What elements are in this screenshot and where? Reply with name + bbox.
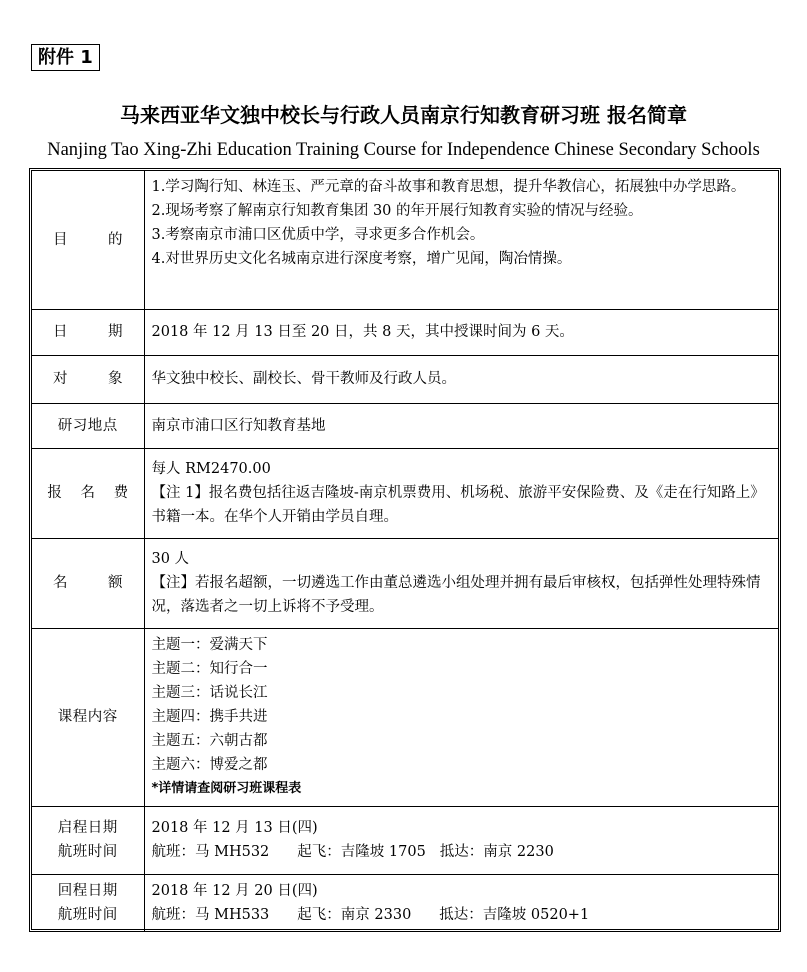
label-venue: 研习地点 [32,403,144,448]
label-fee: 报 名 费 [32,448,144,538]
quota-note: 【注】若报名超额，一切遴选工作由董总遴选小组处理并拥有最后审核权，包括弹性处理特殊情况，落选者之一切上诉将不予受理。 [151,575,761,615]
course-topic: 主题二：知行合一 [151,661,268,677]
value-course [144,628,778,806]
fee-amount: 每人 RM2470.00 [151,461,271,477]
return-flight-info: 航班：马 MH533 起飞：南京 2330 抵达：吉隆坡 0520+1 [151,907,590,924]
label-return: 回程日期 航班时间 [32,874,144,932]
label-target: 对 象 [32,355,144,403]
value-venue: 南京市浦口区行知教育基地 [144,403,778,448]
quota-count: 30 人 [151,551,190,567]
attachment-label: 附件 1 [31,44,100,71]
row-quota [32,538,778,628]
label-quota: 名 额 [32,538,144,628]
value-date: 2018 年 12 月 13 日至 20 日，共 8 天，其中授课时间为 6 天。 [144,309,778,355]
row-fee [32,448,778,538]
course-topic: 主题六：博爱之都 [151,757,268,773]
page-subtitle-english: Nanjing Tao Xing-Zhi Education Training Course for Independence Chinese Secondary Schools [47,140,760,160]
departure-flight-info: 航班：马 MH532 起飞：吉隆坡 1705 抵达：南京 2230 [151,844,554,860]
value-return [144,874,778,932]
value-quota [144,538,778,628]
registration-table [29,168,781,932]
fee-note: 【注 1】报名费包括往返吉隆坡-南京机票费用、机场税、旅游平安保险费、及《走在行知路上》书籍一本。在华个人开销由学员自理。 [151,485,765,525]
course-topic: 主题一：爱满天下 [151,637,268,653]
course-topic: 主题五：六朝古都 [151,733,268,749]
course-topic: 主题三：话说长江 [151,685,268,701]
value-purpose [144,171,778,309]
course-topic: 主题四：携手共进 [151,709,268,725]
row-return [32,874,778,932]
row-purpose [32,171,778,309]
row-course [32,628,778,806]
course-note: *详情请查阅研习班课程表 [151,781,302,796]
value-fee [144,448,778,538]
row-venue [32,403,778,448]
purpose-item: 2.现场考察了解南京行知教育集团 30 的年开展行知教育实验的情况与经验。 [151,203,643,219]
return-date: 2018 年 12 月 20 日(四) [151,883,318,900]
label-date: 日 期 [32,309,144,355]
purpose-item: 4.对世界历史文化名城南京进行深度考察，增广见闻，陶冶情操。 [151,251,572,267]
purpose-item: 1.学习陶行知、林连玉、严元章的奋斗故事和教育思想，提升华教信心，拓展独中办学思路。 [151,179,746,195]
page-title: 马来西亚华文独中校长与行政人员南京行知教育研习班 报名简章 [120,103,687,127]
row-date [32,309,778,355]
value-departure [144,806,778,874]
label-departure: 启程日期 航班时间 [32,806,144,874]
value-target: 华文独中校长、副校长、骨干教师及行政人员。 [144,355,778,403]
row-departure [32,806,778,874]
label-purpose: 目 的 [32,171,144,309]
label-course: 课程内容 [32,628,144,806]
purpose-item: 3.考察南京市浦口区优质中学，寻求更多合作机会。 [151,227,485,243]
departure-date: 2018 年 12 月 13 日(四) [151,820,318,836]
row-target [32,355,778,403]
